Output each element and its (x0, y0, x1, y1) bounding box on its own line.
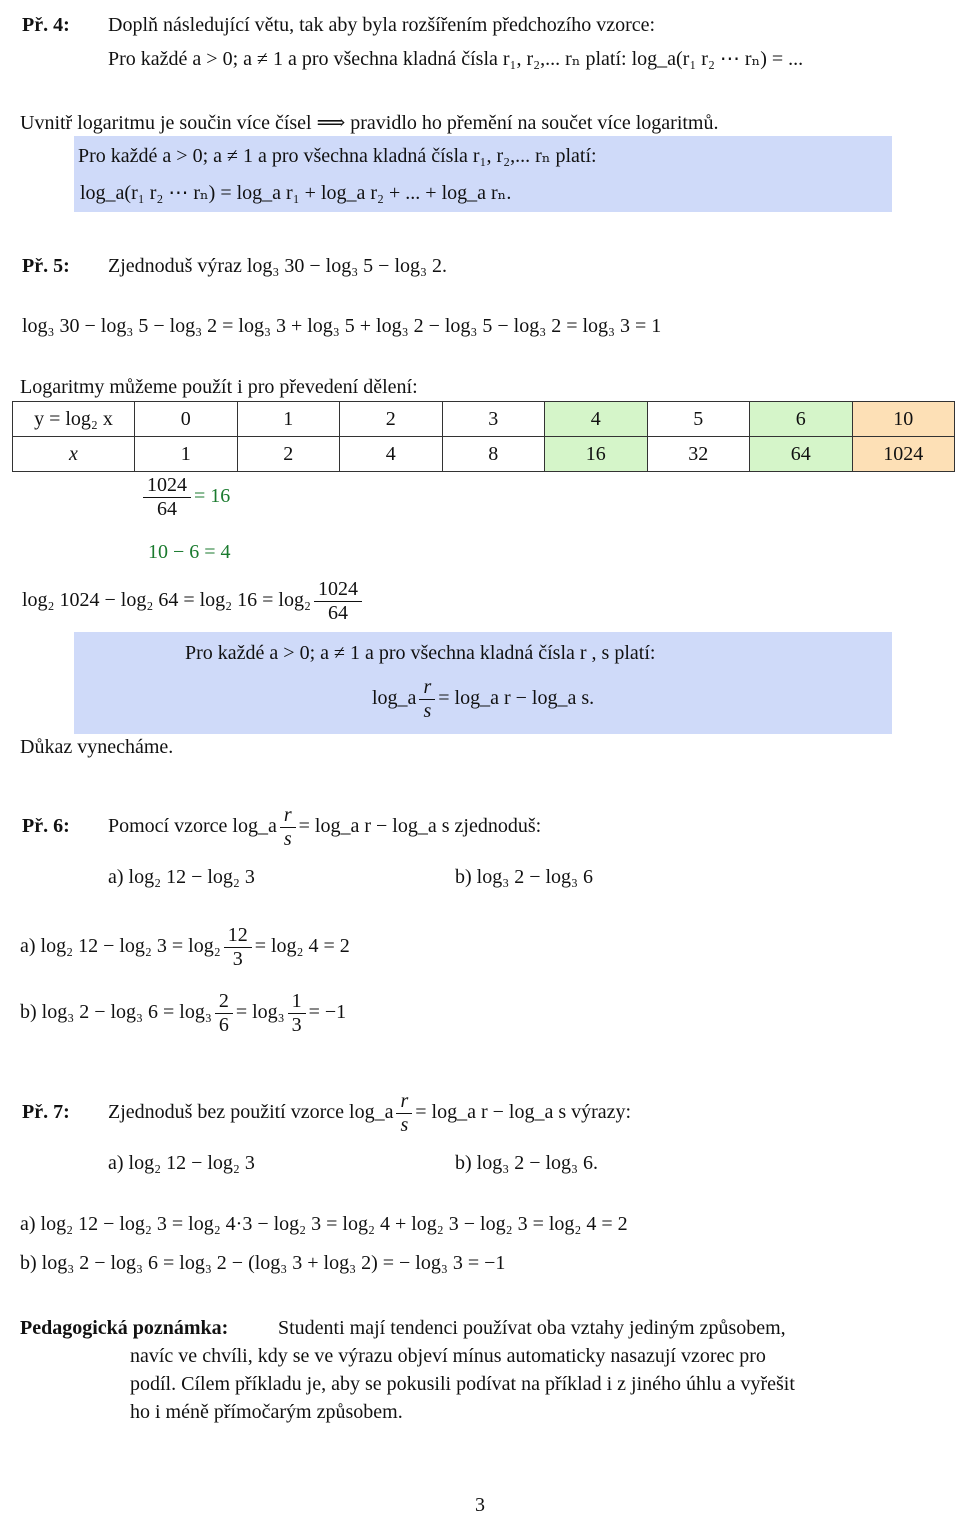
ex4-rule-line2: log_a(r₁ r₂ ⋯ rₙ) = log_a r₁ + log_a r₂ + ... + log_a rₙ. (80, 182, 512, 204)
table-row (13, 402, 955, 437)
ex6-sol-a-pre: a) log₂ 12 − log₂ 3 = log₂ (20, 935, 221, 958)
page-number: 3 (475, 1494, 485, 1516)
note-line4: ho i méně přímočarým způsobem. (130, 1401, 403, 1423)
ex5-rule-pre: log_a (372, 687, 417, 710)
ex6-sol-b-mid: = log₃ (235, 1001, 285, 1024)
ex6-sol-b-denominator2: 3 (291, 1014, 302, 1036)
ex6-task-pre: Pomocí vzorce log_a (108, 815, 277, 838)
ex7-task-numerator: r (396, 1090, 412, 1114)
log-division-numerator: 1024 (314, 578, 362, 602)
ex4-rule-line1: Pro každé a > 0; a ≠ 1 a pro všechna kladná čísla r₁, r₂,... rₙ platí: (78, 145, 597, 167)
table-cell: 16 (545, 437, 648, 472)
ex6-sol-b-denominator1: 6 (218, 1014, 229, 1036)
ex4-label: Př. 4: (22, 14, 70, 36)
ex7-label: Př. 7: (22, 1101, 70, 1124)
table-cell: 6 (750, 402, 853, 437)
table-cell: 4 (340, 437, 443, 472)
ex7-task-pre: Zjednoduš bez použití vzorce log_a (108, 1101, 394, 1124)
ex4-explanation: Uvnitř logaritmu je součin více čísel ⟹ pravidlo ho přemění na součet více logaritmů. (20, 112, 719, 134)
log-division-text: log₂ 1024 − log₂ 64 = log₂ 16 = log₂ (22, 589, 311, 612)
ex6-task-post: = log_a r − log_a s zjednoduš: (298, 815, 542, 838)
ex6-sol-a-post: = log₂ 4 = 2 (254, 935, 350, 958)
table-cell: 2 (340, 402, 443, 437)
ex7-solution-a: a) log₂ 12 − log₂ 3 = log₂ 4·3 − log₂ 3 = log₂ 4 + log₂ 3 − log₂ 3 = log₂ 4 = 2 (20, 1213, 628, 1235)
ex4-line1: Doplň následující větu, tak aby byla rozšířením předchozího vzorce: (108, 14, 656, 36)
ex7-task-line (22, 1090, 631, 1137)
note-line1: Studenti mají tendenci používat oba vztahy jediným způsobem, (278, 1317, 786, 1339)
division-result: = 16 (194, 485, 231, 508)
table-cell: 0 (135, 402, 238, 437)
ex6-sol-b-pre: b) log₃ 2 − log₃ 6 = log₃ (20, 1001, 212, 1024)
ex6-task-numerator: r (280, 804, 296, 828)
table-cell: 3 (442, 402, 545, 437)
ex6-solution-a (20, 924, 350, 971)
ex6-sol-b-numerator2: 1 (288, 990, 306, 1014)
table-cell: 1 (237, 402, 340, 437)
ex6-sol-b-post: = −1 (308, 1001, 347, 1024)
note-line2: navíc ve chvíli, kdy se ve výrazu objeví mínus automaticky nasazují vzorec pro (130, 1345, 766, 1367)
note-label: Pedagogická poznámka: (20, 1317, 229, 1339)
log-division-line (22, 578, 365, 625)
table-row2-header: x (13, 437, 135, 472)
table-cell: 5 (647, 402, 750, 437)
log-division-denominator: 64 (327, 602, 348, 624)
table-cell: 10 (852, 402, 955, 437)
table-cell: 1 (135, 437, 238, 472)
table-cell: 1024 (852, 437, 955, 472)
ex7-part-b: b) log₃ 2 − log₃ 6. (455, 1152, 598, 1174)
ex5-rule-post: = log_a r − log_a s. (438, 687, 595, 710)
ex5-label: Př. 5: (22, 255, 70, 277)
table-cell: 2 (237, 437, 340, 472)
ex6-sol-b-numerator1: 2 (215, 990, 233, 1014)
division-numerator: 1024 (143, 474, 191, 498)
ex7-task-denominator: s (400, 1114, 409, 1136)
ex6-solution-b (20, 990, 346, 1037)
note-line3: podíl. Cílem příkladu je, aby se pokusili podívat na příklad i z jiného úhlu a vyřešit (130, 1373, 795, 1395)
exponent-difference: 10 − 6 = 4 (148, 541, 231, 563)
proof-omitted: Důkaz vynecháme. (20, 736, 174, 758)
division-denominator: 64 (157, 498, 177, 520)
ex6-part-a: a) log₂ 12 − log₂ 3 (108, 866, 255, 888)
log-table (12, 401, 955, 472)
table-row (13, 437, 955, 472)
ex6-task-line (22, 804, 541, 851)
ex6-sol-a-numerator: 12 (224, 924, 252, 948)
table-row1-header: y = log₂ x (13, 402, 135, 437)
ex5-rule-line1: Pro každé a > 0; a ≠ 1 a pro všechna kladná čísla r , s platí: (185, 642, 656, 664)
ex5-rule-numerator: r (419, 676, 435, 700)
ex5-rule-denominator: s (423, 700, 432, 722)
ex6-label: Př. 6: (22, 815, 70, 838)
ex5-rule-formula (372, 676, 594, 723)
ex7-solution-b: b) log₃ 2 − log₃ 6 = log₃ 2 − (log₃ 3 + log₃ 2) = − log₃ 3 = −1 (20, 1252, 506, 1274)
table-cell: 32 (647, 437, 750, 472)
ex6-sol-a-denominator: 3 (232, 948, 243, 970)
ex6-task-denominator: s (283, 828, 292, 850)
ex7-task-post: = log_a r − log_a s výrazy: (415, 1101, 632, 1124)
table-cell: 4 (545, 402, 648, 437)
ex5-intro: Logaritmy můžeme použít i pro převedení dělení: (20, 376, 418, 398)
table-cell: 8 (442, 437, 545, 472)
ex5-solution: log₃ 30 − log₃ 5 − log₃ 2 = log₃ 3 + log₃ 5 + log₃ 2 − log₃ 5 − log₃ 2 = log₃ 3 = 1 (22, 315, 662, 337)
ex4-line2: Pro každé a > 0; a ≠ 1 a pro všechna kladná čísla r₁, r₂,... rₙ platí: log_a(r₁ r₂ ⋯ rₙ) = ... (108, 48, 804, 70)
ex5-task: Zjednoduš výraz log₃ 30 − log₃ 5 − log₃ 2. (108, 255, 447, 277)
ex6-part-b: b) log₃ 2 − log₃ 6 (455, 866, 593, 888)
table-cell: 64 (750, 437, 853, 472)
ex7-part-a: a) log₂ 12 − log₂ 3 (108, 1152, 255, 1174)
division-fraction (140, 474, 230, 521)
